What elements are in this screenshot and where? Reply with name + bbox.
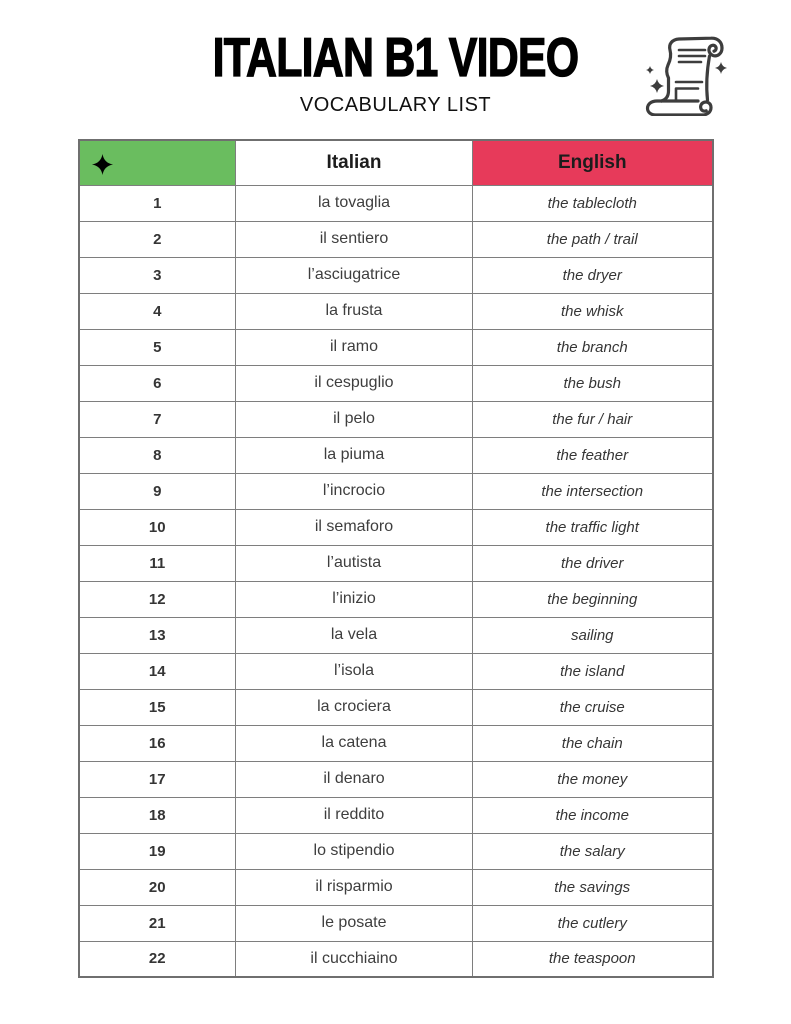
- english-translation-cell: the dryer: [473, 257, 713, 293]
- italian-word-cell: il denaro: [236, 761, 473, 797]
- four-pointed-star-icon: [91, 153, 114, 176]
- english-translation-cell: the cruise: [473, 689, 713, 725]
- italian-word-cell: la catena: [236, 725, 473, 761]
- table-row: [79, 797, 713, 833]
- scroll-icon: [643, 36, 729, 116]
- english-translation-cell: the tablecloth: [473, 185, 713, 221]
- row-number-cell: 18: [79, 797, 236, 833]
- english-translation-cell: sailing: [473, 617, 713, 653]
- italian-word-cell: il cucchiaino: [236, 941, 473, 977]
- sparkle-icon: [650, 79, 664, 93]
- table-row: [79, 905, 713, 941]
- vocab-table-body: [79, 185, 713, 977]
- row-number-cell: 5: [79, 329, 236, 365]
- table-row: [79, 329, 713, 365]
- table-row: [79, 725, 713, 761]
- english-translation-cell: the money: [473, 761, 713, 797]
- italian-word-cell: l’asciugatrice: [236, 257, 473, 293]
- row-number-cell: 17: [79, 761, 236, 797]
- english-translation-cell: the income: [473, 797, 713, 833]
- english-column-header: English: [473, 140, 713, 185]
- italian-word-cell: il pelo: [236, 401, 473, 437]
- english-translation-cell: the driver: [473, 545, 713, 581]
- italian-word-cell: il risparmio: [236, 869, 473, 905]
- page-title: ITALIAN B1 VIDEO: [212, 26, 579, 88]
- table-row: [79, 185, 713, 221]
- table-row: [79, 437, 713, 473]
- row-number-cell: 3: [79, 257, 236, 293]
- row-number-cell: 20: [79, 869, 236, 905]
- row-number-cell: 9: [79, 473, 236, 509]
- english-translation-cell: the branch: [473, 329, 713, 365]
- italian-word-cell: il semaforo: [236, 509, 473, 545]
- italian-word-cell: la crociera: [236, 689, 473, 725]
- italian-word-cell: lo stipendio: [236, 833, 473, 869]
- english-translation-cell: the teaspoon: [473, 941, 713, 977]
- table-row: [79, 401, 713, 437]
- italian-word-cell: l’isola: [236, 653, 473, 689]
- table-row: [79, 761, 713, 797]
- english-translation-cell: the path / trail: [473, 221, 713, 257]
- row-number-cell: 19: [79, 833, 236, 869]
- row-number-cell: 1: [79, 185, 236, 221]
- italian-column-header: Italian: [236, 140, 473, 185]
- row-number-cell: 14: [79, 653, 236, 689]
- row-number-cell: 6: [79, 365, 236, 401]
- english-translation-cell: the salary: [473, 833, 713, 869]
- table-row: [79, 653, 713, 689]
- table-header-row: [79, 140, 713, 185]
- table-row: [79, 869, 713, 905]
- english-translation-cell: the fur / hair: [473, 401, 713, 437]
- italian-word-cell: il ramo: [236, 329, 473, 365]
- english-translation-cell: the feather: [473, 437, 713, 473]
- italian-word-cell: il cespuglio: [236, 365, 473, 401]
- table-row: [79, 509, 713, 545]
- table-row: [79, 581, 713, 617]
- row-number-cell: 21: [79, 905, 236, 941]
- row-number-cell: 13: [79, 617, 236, 653]
- italian-word-cell: la piuma: [236, 437, 473, 473]
- row-number-cell: 4: [79, 293, 236, 329]
- italian-word-cell: il sentiero: [236, 221, 473, 257]
- italian-word-cell: l’inizio: [236, 581, 473, 617]
- table-row: [79, 221, 713, 257]
- row-number-cell: 22: [79, 941, 236, 977]
- row-number-cell: 16: [79, 725, 236, 761]
- table-row: [79, 689, 713, 725]
- row-number-cell: 11: [79, 545, 236, 581]
- table-row: [79, 365, 713, 401]
- table-row: [79, 545, 713, 581]
- italian-word-cell: la vela: [236, 617, 473, 653]
- english-translation-cell: the savings: [473, 869, 713, 905]
- row-number-cell: 10: [79, 509, 236, 545]
- english-translation-cell: the traffic light: [473, 509, 713, 545]
- row-number-cell: 8: [79, 437, 236, 473]
- english-translation-cell: the whisk: [473, 293, 713, 329]
- english-translation-cell: the intersection: [473, 473, 713, 509]
- page-subtitle: VOCABULARY LIST: [299, 94, 492, 116]
- row-number-cell: 15: [79, 689, 236, 725]
- sparkle-icon: [715, 62, 727, 74]
- table-row: [79, 617, 713, 653]
- italian-word-cell: l’incrocio: [236, 473, 473, 509]
- number-column-header: [79, 140, 236, 185]
- vocabulary-table: [78, 139, 714, 978]
- table-row: [79, 941, 713, 977]
- italian-word-cell: la frusta: [236, 293, 473, 329]
- row-number-cell: 12: [79, 581, 236, 617]
- table-row: [79, 257, 713, 293]
- sparkle-icon: [646, 66, 654, 74]
- english-translation-cell: the chain: [473, 725, 713, 761]
- italian-word-cell: il reddito: [236, 797, 473, 833]
- italian-word-cell: la tovaglia: [236, 185, 473, 221]
- english-translation-cell: the beginning: [473, 581, 713, 617]
- english-translation-cell: the cutlery: [473, 905, 713, 941]
- english-translation-cell: the island: [473, 653, 713, 689]
- table-row: [79, 473, 713, 509]
- table-row: [79, 833, 713, 869]
- row-number-cell: 7: [79, 401, 236, 437]
- italian-word-cell: le posate: [236, 905, 473, 941]
- table-row: [79, 293, 713, 329]
- row-number-cell: 2: [79, 221, 236, 257]
- english-translation-cell: the bush: [473, 365, 713, 401]
- italian-word-cell: l’autista: [236, 545, 473, 581]
- scroll-text-lines: [679, 50, 705, 62]
